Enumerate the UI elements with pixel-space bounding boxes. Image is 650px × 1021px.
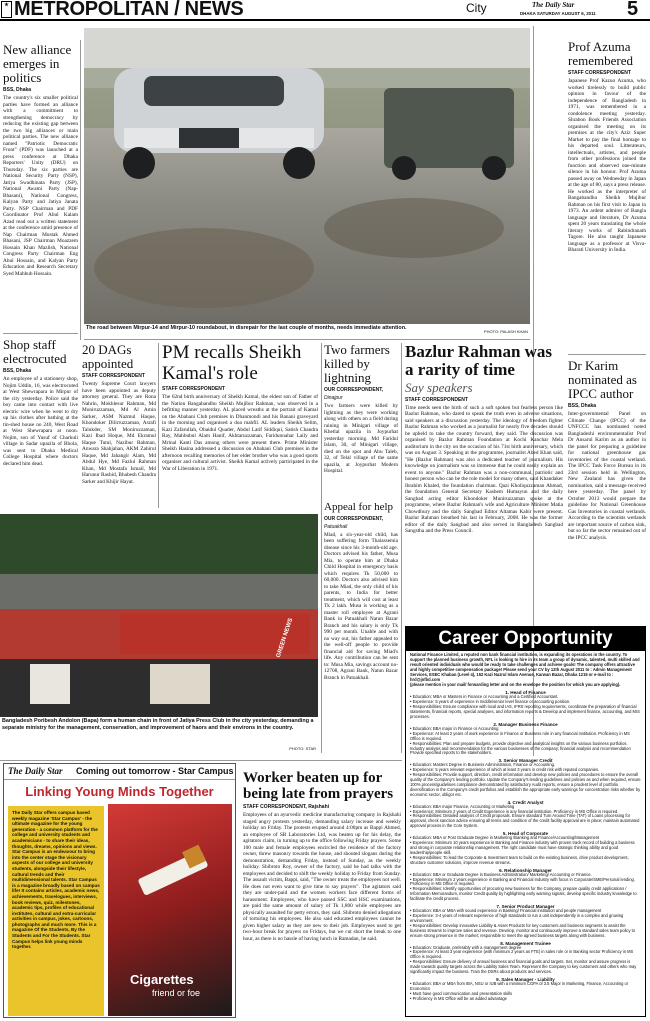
section-title: METROPOLITAN / NEWS — [14, 0, 244, 20]
body: Twenty Supreme Court lawyers have been appointed as deputy attorney general. They are Rona Nahrin, Mokhlesur Rahman, Md Moniruzzaman, Md Al Amin Sarker, ASM Nazmul Haque, Khondoker Dilirruzzaman, Asrafi Talukder, SM Moniruzzaman, Kazi Ibad Hoque, Md Ekramul Haque Tutul, Nazibur Rahman, Anwara Shahjahan, AKM Zahirul Haque, Md Jahangir Alam, Md Abdul Hye, Md Fazlul Rahman Khan, Md Mostafa Ismail, Md Harunur Rashid, Bhabesh Chandra Sarker and Khijir Hayat. — [82, 381, 156, 485]
deck: Say speakers — [405, 379, 473, 395]
byline: OUR CORRESPONDENT, — [324, 515, 384, 522]
magazine-cover — [108, 804, 232, 1016]
job-requirement: • Must have good communication and presentation skills — [410, 990, 513, 996]
byline: BSS, Dhaka — [3, 87, 32, 94]
job-title: 6. Relationship Manager — [499, 867, 552, 873]
caption-text: Bangladesh Poribesh Andolon (Bapa) form a human chain in front of Jatiya Press Club in the city yesterday, demanding a separate ministry for the management, conservation, and improvement of haors and their environs in the country. — [2, 718, 314, 731]
job-requirement: • Education: BBA major in Finance or Accounting — [410, 725, 499, 731]
byline: STAFF CORRESPONDENT — [162, 386, 225, 393]
byline: STAFF CORRESPONDENT, Rajshahi — [243, 804, 330, 811]
job-requirement: • Experience: Minimum 2 years of Credit Experience in any financial institution. Proficiency in MS Office is required. — [410, 808, 619, 814]
byline: STAFF CORRESPONDENT — [568, 70, 631, 77]
human-chain-photo-image — [0, 514, 318, 717]
job-requirement: • Experience: At least 2 years of work experience in Finance or Business role in any financial institution. Proficiency in MS Office is required. — [410, 730, 630, 741]
headline: Bazlur Rahman was a rarity of time — [405, 343, 553, 380]
road-photo — [84, 28, 530, 324]
column-rule — [401, 343, 402, 753]
job-title: 8. Management Trainee — [500, 940, 551, 946]
promo-header — [4, 764, 235, 780]
human-chain-caption — [2, 718, 320, 756]
job-requirement: • Responsibilities: Ensure delivery of annual business and financial goals and targets. Set, monitor and assure progress is made towards quality targets across the Liability Sales Team. Represent the Company to key customers and others who may significantly impact the business. Train the DSRs about products and services. — [410, 959, 637, 975]
job-requirement: • Education: BBA or MBA from IBA, NSU or IUB with a minimum CGPA of 3.5 Major in Marketing, Finance, Accounting or Economics — [410, 980, 629, 991]
body: Time needs seen the birth of such a soft spoken but fearless person like Bazlur Rahman, who dared to speak the truth even in adverse situations, said speakers at a discussion yesterday. The ideology of freedom fighter Bazlur Rahman who worked as a journalist for nearly five decades should be upheld to take the country forward, they said. The discussion was organised by Bazlur Rahman Foundation at Kochi Kanchar Mela auditorium in the city on the occasion of his 71st birth anniversary, which was on August 3. Speaking at the programme, journalist Abed Khan said, "He (Bazlur Rahman) was also a dedicated teacher of journalism. His knowledge on journalism was so immense that he could easily explain an event to anyone." Bazlur Rahman was a non-communal, patriotic and honest person who can be the role model for many others, said Khandaker Ibrahim Khaled, the foundation chairman. Qazi Kholiquzzaman Ahmad, the foundation General Secretary Kashem Humayun and the daily Sangbad acting editor Khondoker Muniruzzaman spoke at the programme, where Bazlur Rahman's wife and Agriculture Minister Matia Chowdhury and the daily Sangbad Editor Altamas Kabir were present. Bazlur Rahman breathed his last in February, 2008. He was the former editor of the daily Sangbad and also served in Bangladesh Sangbad Sangstha and the Press Council. — [405, 404, 563, 535]
story-new-alliance — [3, 43, 78, 331]
section-city: City — [466, 1, 487, 15]
photo-credit: PHOTO: PALASH KHAN — [483, 329, 528, 334]
body: Two farmers were killed by lightning as they were working along with others on a field during raining in Minigari village of Khetlal upazila in Joypurhat yesterday morning. Md Faridul Islam, 30, of Minigari village, died on the spot and Abu Taleb, 32, of Telal village of the same upazila, at Joypurhat Modern Hospital. — [324, 403, 398, 475]
rule — [3, 333, 78, 334]
star-logo-icon: ★ — [1, 1, 12, 18]
body: The country's six smaller political parties have formed an alliance with a commitment to strengthening democracy by reducing the existing gap between the two big alliances or main political parties. The new alliance named "Patriotic Democratic Front" (PDF) was launched at a press conference at Dhaka Reporters' Unity (DRU) on Thursday. The six parties are National Security Party (NSP), Jatiya Swadhinata Party (JSP), National Awami Party (Nap-Bhasani), National Congress, Kalyan Party and Jatiya Janata Party. NSP Chairman and PDF Coordinator Prof Abul Kalam Azad read out a written statement at the conference amid presence of Nap Chairman Mostak Ahmed Bhasani, JSP Chairman Moazzem Hossain Khan Mazlish, National Congress Party Chairman Eng Abul Hossain, and Kalyan Party Education and Research Secretary Syed Mahbub Hossain. — [3, 95, 78, 277]
job-list — [406, 690, 645, 1001]
job-requirement: • Education: Graduate, preferably with a management degree — [410, 944, 522, 950]
headline: Dr Karim nominated as IPCC author — [568, 359, 637, 402]
job-title: 2. Manager Business Finance — [493, 721, 558, 727]
job-requirement: • Responsibilities: Identify opportunities of procuring new business for the Company, prepare quality credit applications / Information Memorandum, monitor Credit quality by highlighting early warning signals, develop specific industry knowledge to facilitate the credit process. — [410, 886, 637, 902]
photo-credit: PHOTO: STAR — [289, 746, 316, 751]
job-requirement: • Responsibilities: To lead the Corporate & Investment team to build on the existing business, drive product development, structure customer solutions, improve revenue streams. — [410, 854, 629, 865]
banner-text: GREEN NEWS — [275, 617, 295, 659]
byline: STAFF CORRESPONDENT — [82, 373, 145, 380]
job-requirement: • Responsibilities: Ensure compliance with local and IAS, IFRS reporting requirements, coordinate the preparation of financial statements, financial reports, special analyses, and information reports & Develop and implement finance, accounting, and MIS processes. — [410, 704, 640, 719]
headline: New alliance emerges in politics — [3, 43, 72, 86]
byline: BSS, Dhaka — [568, 403, 597, 410]
byline: BSS, Dhaka — [3, 368, 32, 375]
ad-title: Career Opportunity — [406, 627, 645, 651]
cover-subtitle: friend or foe — [152, 988, 201, 998]
headline: Prof Azuma remembered — [568, 40, 633, 69]
promo-body: The Daily Star offers campus based weekly magazine 'Star Campus' - the ultimate magazine for the young generation - a common platform for the college and university students and academicians - to share their ideas, thoughts, dreams, opinions and views. Star Campus is an endeavour to bring into the center stage the visionary aspects of our college and university students, alongside their lifestyle, cultural trends and their multidimensional talents. Star Campus is a magazine broadly based on campus life! It contains articles, academic news, achievements, travelogues, interviews, book reviews, quiz, milestones, academic tips, profiles of educational institutes, cultural and extra-curricular activities in campus, jokes, cartoons, photographs and much more. This is a magazine Of the Students, By the Students and For the Students. Star Campus helps link young minds together. — [12, 810, 100, 950]
job-title: 3. Senior Manager Credit — [498, 758, 553, 764]
job-requirement: • Education: Masters Degree in Business Administration, Finance or Accounting. — [410, 762, 556, 768]
dateline: Patuakhali — [324, 523, 348, 530]
job-requirement: • Education: BBA major Finance, Accounting or Marketing — [410, 803, 515, 809]
rule — [568, 354, 646, 355]
headline: Shop staff electrocuted — [3, 338, 67, 367]
story-bazlur-rahman — [405, 343, 563, 623]
rule — [84, 339, 530, 340]
promo-soon: Coming out tomorrow - Star Campus — [76, 766, 234, 776]
body: The 62nd birth anniversary of Sheikh Kamal, the eldest son of Father of the Nation Bangabandhu Sheikh Mujibur Rahman, was observed in a befitting manner yesterday. AL placed wreaths at the portrait of Kamal on the Abahani Club premises in Dhanmondi and his Banani graveyard in the morning and organised a doa mahfil. AL leaders Sheikh Selim, Kazi Zafarullah, Obaidul Quader, Abdul Latif Siddiqui, Satish Chandra Ray, Mahbubul Alam Hanif, Akhtaruzzaman, Faridunnahar Laily and Mrinal Kanti Das among others were present there. Prime Minister Sheikh Hasina addressed a discussion on Abahani Club premises in the afternoon recalling memories of her elder brother who was a good sports organiser and cultural activist. Sheikh Kamal actively participated in the War of Liberation in 1971. — [162, 394, 318, 472]
job-title: 9. Sales Manager - Liability — [496, 976, 555, 982]
page-number: 5 — [627, 0, 639, 20]
job-requirement: • Experience: 3-4 years of relevant experience of high standards to run a unit independently in a complex and growing environment. — [410, 912, 624, 923]
job-requirement: • Education: MBA or Masters in Finance or Accounting and a Certified Accountant. — [410, 694, 559, 700]
job-requirement: • Responsibilities: Provide support, direction, credit information and develop new policies and procedures to ensure the overall quality of the Company's lending portfolio. Update the Company's lending guidelines and policies as and when required, ensure 100% process/guidelines compliance demonstrated by satisfactory Audit reports, ensure a prudent level of portfolio diversification in the Company's credit portfolios and establish the appropriate early warnings for concentration risks whether by economic sector, obligor etc. — [410, 772, 641, 797]
promo-body-box — [8, 806, 104, 1016]
job-title: 4. Credit Analyst — [507, 799, 544, 805]
job-requirement: • Responsibilities: Develop innovative Liability & Asset Products for key customers and business segments to assist the business streams to improve sales and revenue. Develop, monitor and continuously improve a standard sales team policy to ensure strong presence in the market; responsible to meet the agreed business targets along with business. — [410, 922, 636, 938]
story-20-dags — [82, 343, 156, 513]
job-requirement: • Responsibilities: Detailed analysis of Credit proposals. Ensure standard Turn Around Time (TAT) of Loans processing for approval, check sanction advice ensuring all terms and condition of the credit facility approval are in place; maintain automated approval process in the Core System. — [410, 813, 640, 829]
job-requirement: • Experience: Minimum 10 years experience in Banking and Finance industry with proven track record of building a business and strong in corporate relationship management. The right candidate must have strategic thinking ability and good leadership/people skill. — [410, 840, 635, 855]
promo-paper: The Daily Star — [8, 766, 63, 776]
column-rule — [80, 40, 81, 340]
body: Miad, a six-year-old child, has been suffering form Thalassemia disease since his 3-month-old age. Doctors advised his father, Musa Mia, to operate him at Dhaka Child Hospital in emergency basis which requires Tk 50,000 to 60,000. Doctors also advised him to take Miad, the only child of his parents, to India for better treatment, which will cost at least Tk 2 lakh. Musa is working as a master roll employee at Agrani Bank in Patuakhali Natun Bazar Branch and his salary is only Tk 990 per month. Unable and with no way out, his father appealed to the well-off people to provide financial aid for saving Miad's life. Any contribution can be sent to: Musa Mia, savings account no- 12708, Agrani Bank, Natun Bazar Branch in Patuakhali. — [324, 531, 398, 681]
body: Inter-governmental Panel on Climate Change (IPCC) of the UNFCCC has nominated noted Bangladeshi environmentalist Prof Dr Ansarul Karim as an author in the panel for preparing a guideline for national greenhouse gas inventories of the coastal wetland. The IPCC Task Force Bureau in its 23rd session held in Wellington, New Zealand has given the nomination, said a message received here yesterday. The panel by October 2013 would prepare the guideline for National Greenhouse Gas Inventories in coastal wetlands. According to the scientists wetlands are important source of carbon sink, but so far the sector remained out of the IPCC analysis. — [568, 411, 646, 541]
job-requirement: • Proficiency in MS Office will be an added advantage — [410, 995, 507, 1001]
caption-text: The road between Mirpur-14 and Mirpur-10 roundabout, in disrepair for the last couple of months, needs immediate attention. — [86, 325, 407, 331]
road-photo-image — [84, 28, 530, 324]
job-requirement: • Experience: At least 3 year experience (with minimum 2 years as FTE) in sales role or in Banking sector Proficiency in MS Office is required. — [410, 949, 634, 960]
star-campus-promo — [3, 763, 236, 1018]
body: An employee of a stationery shop, Nojim Uddin, 16, was electrocuted at West Shewrapara in Mirpur of the city yesterday. Police said the boy came into contact with live electric wire when he went to dry up his clothes after bathing at the tin-shed house no 240, West Road at West Shewrapara at noon. Nojim, son of Yusuf of Charkuli village in Sadar upazila of Bhola, was sent to Dhaka Medical College Hospital where doctors declared him dead. — [3, 376, 78, 467]
job-requirement: • Education: BBA or MBA with sound experience in Banking/ Financial institution and people management — [410, 908, 602, 914]
job-requirement: • Experience: 5 years of experience in middle/senior level finance or accounting position. — [410, 699, 571, 705]
headline: Appeal for help — [324, 502, 394, 513]
road-photo-caption — [86, 325, 530, 337]
story-prof-azuma — [568, 40, 646, 350]
column-rule — [158, 343, 159, 508]
job-title: 5. Head of Corporate — [502, 831, 549, 837]
human-chain-photo — [0, 514, 318, 717]
job-requirement: • Experience: 5 years relevant experience of which at least 3 years in credit risk with reputed companies. — [410, 767, 600, 773]
masthead — [0, 0, 650, 21]
headline: 20 DAGs appointed — [82, 343, 134, 372]
headline: PM recalls Sheikh Kamal's role — [162, 343, 302, 384]
job-title: 1. Head of Finance — [505, 690, 546, 696]
story-two-farmers — [324, 343, 398, 503]
promo-headline: Linking Young Minds Together — [25, 784, 214, 799]
rule — [0, 760, 402, 761]
byline: STAFF CORRESPONDENT — [405, 396, 468, 403]
body: Japanese Prof Kazuo Azuma, who worked tirelessly to build public opinion in favour of the independence of Bangladesh in 1971, was remembered in a condolence meeting yesterday. Shrabon Book Friends Association organised the meeting on its premises at the city's Aziz Super Market to pay the final homage to his departed soul. Litterateurs, intellectuals, artistes, and people from other professions joined the function and observed one-minute silence in his honour. Prof Azuma passed away on Wednesday in Japan at the age of 80, says a press release. He worked as the interpreter of Bangabandhu Sheikh Mujibur Rahman on his first visit to Japan in 1973. An ardent admirer of Bangla language and literature, Dr Azuma spent 20 years translating the whole literary works of Rabindranath Tagore. He also taught Japanese language as a professor at Visva-Bharati University in India. — [568, 78, 646, 254]
body: Employees of an ayurvedic medicine manufacturing company in Rajshahi staged angry protests yesterday, demanding salary increase and weekly holiday on Friday. The protests erupted around 4:00pm as Bappi Ahmed, an employee of SB Laboratories Ltd, was beaten up for his delay, the agitators claim, in turning up to the office following Friday prayers. Some 100 male and female employees encircled the residence of the factory owner, threw masonry towards the house, and shouted slogans during the demonstration, demanding Friday, instead of Sunday, as the weekly holiday. Shibroto Roy, owner of the factory, said he had talks with the employees and decided to shift the weekly holiday to Friday from Sunday. The assault victim, Bappi, said, "The owner treats the employees not well. He does not even want to give time to say prayers". The agitators said they are under-paid and the women workers face different forms of harassment. Employees, who have passed SSC and HSC examinations, are paid the same amount of salary of Tk 1,800 while employees are physically assaulted for petty errors, they said. Shibroto denied allegations of torturing his employees. He also said educated employees cannot be given higher salary as they are new to their job. Employees used to get two-hour break for prayers on Fridays, but we cut short the break to one hour, as there is no hassle of having lunch in Ramadan, he said. — [243, 812, 401, 942]
dateline: Dinajpur — [324, 395, 343, 402]
headline: Worker beaten up for being late from prayers — [243, 770, 394, 803]
column-rule — [321, 343, 322, 753]
paper-name: The Daily Star — [532, 1, 575, 9]
story-appeal-for-help — [324, 502, 398, 756]
job-requirement: • Experience: Minimum 2 years experience in Banking and Financial Industry with focus in Corporate/SME/Personal lending. Proficiency in MS Office is required. — [410, 876, 635, 887]
byline: OUR CORRESPONDENT, — [324, 387, 384, 394]
headline: Two farmers killed by lightning — [324, 343, 390, 386]
issue-date: DHAKA SATURDAY AUGUST 6, 2011 — [520, 11, 596, 16]
job-requirement: • Education: BBA or Graduate Degree in Business Administration/ Marketing/ Accounting or Finance. — [410, 871, 592, 877]
story-pm-recalls — [162, 343, 318, 513]
job-title: 7. Senior Product Manager — [496, 904, 555, 910]
cover-title: Cigarettes — [130, 972, 194, 987]
ad-intro: National Finance Limited, a reputed non bank financial institution, is expanding its operations in the country. To support the planned business growth, NFL is looking to hire in its team a group of dynamic, talented, multi skilled and result oriented individuals who would be ready to take challenges and achieve goals! The company offers attractive and highly competitive compensation package! Please send your CV by 12th August 2011 to : Admin Management Services, ESEC Khaban (Level 4), 152 Kazi Nazrul Islam Avenue, Karwan Bazar, Dhaka 1215 or e-mail to : hrd@jnfbd.com — [410, 652, 640, 682]
job-requirement: • Responsibilities: Plan and prepare budgets, provide objective and analytical insights on the various business portfolios. Industry analysis and recommendation for the various businesses of the company; financial analysis and recommendation Provide specified reports to the stakeholders. — [410, 740, 631, 756]
job-requirement: • Education: MBA or Post Graduate Degree in Marketing /Banking and Finance/Accounting/Management — [410, 835, 600, 841]
ad-note: (please mention in your mail/ forwarding letter and on the envelope the position for which you are applying). — [410, 682, 621, 688]
career-ad — [405, 626, 646, 1017]
story-worker-beaten — [243, 770, 401, 1018]
